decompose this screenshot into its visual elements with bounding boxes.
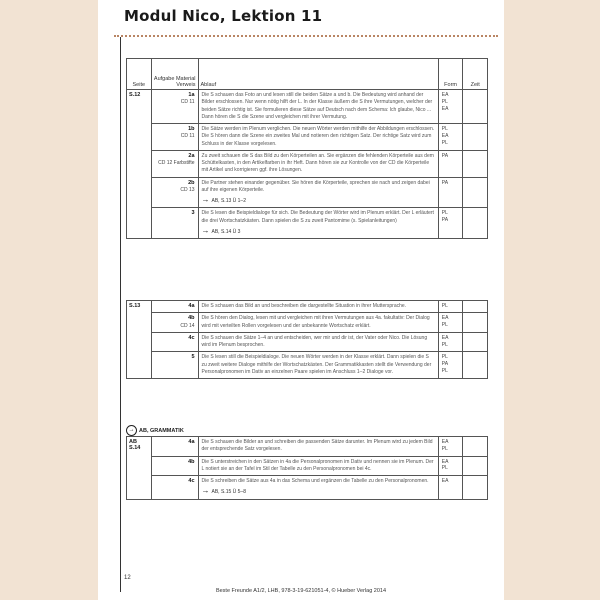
zeit-cell xyxy=(463,177,488,208)
task-number: 4a xyxy=(188,303,195,309)
lesson-table-2 xyxy=(126,300,488,379)
zeit-cell xyxy=(463,150,488,177)
task-number: 2b xyxy=(188,179,195,186)
workbook-ref xyxy=(201,225,435,236)
material-ref: CD 13 xyxy=(180,186,195,193)
form-cell: EA PL xyxy=(438,332,463,352)
table-row xyxy=(127,476,488,500)
aufgabe-cell xyxy=(151,456,198,476)
aufgabe-cell xyxy=(151,437,198,457)
ablauf-text: Die S unterstreichen in den Sätzen in 4a die Personalpronomen im Dativ und nennen sie im Plenum. Der L notiert sie an der Tafel im Stil der Tabelle zu den Personalpronomen bei 4c. xyxy=(201,458,434,472)
zeit-cell xyxy=(463,352,488,379)
ablauf-cell xyxy=(198,124,438,151)
task-number: 2a xyxy=(188,152,195,159)
col-form: Form xyxy=(438,59,463,90)
ablauf-cell xyxy=(198,313,438,333)
section-heading xyxy=(126,425,184,436)
ablauf-cell xyxy=(198,150,438,177)
ablauf-text: Die S lesen still die Beispieldialoge. Die neuen Wörter werden in der Klasse erklärt. Dann spielen die S zu zweit weitere Dialoge mithilfe der Wortschatzkästen. Der Grammatikkasten stellt die Verwendung der Personalpronomen im Dativ an einzelnen Paare spielen im Anschluss 1–2 Dialoge vor. xyxy=(201,354,432,375)
table-row xyxy=(127,177,488,208)
ablauf-cell xyxy=(198,177,438,208)
form-cell: PL xyxy=(438,301,463,313)
form-cell: PL PA PL xyxy=(438,352,463,379)
col-ablauf: Ablauf xyxy=(198,59,438,90)
ablauf-text: Die Sätze werden im Plenum verglichen. Die neuen Wörter werden mithilfe der Abbildungen erschlossen. Die S hören dann die Szene ein zweites Mal und notieren den richtigen Satz. Der richtige Satz wird zum Schluss in der Klasse vorgelesen. xyxy=(201,126,435,147)
workbook-ref-text: AB, S.15 Ü 5–8 xyxy=(211,489,246,496)
ablauf-cell xyxy=(198,476,438,500)
table-row xyxy=(127,332,488,352)
zeit-cell xyxy=(463,313,488,333)
zeit-cell xyxy=(463,332,488,352)
aufgabe-cell xyxy=(151,177,198,208)
material-ref: CD 11 xyxy=(180,133,195,140)
task-number: 4b xyxy=(188,458,195,465)
zeit-cell xyxy=(463,90,488,124)
ablauf-text: Die S lesen die Beispieldialoge für sich. Die Bedeutung der Wörter wird im Plenum erklärt. Der L erläutert die drei Wortschatzkästen. Dann spielen die S zu zweit Pantomime (s. Spielanleitungen) xyxy=(201,210,434,224)
aufgabe-cell xyxy=(151,124,198,151)
table-row xyxy=(127,313,488,333)
aufgabe-cell xyxy=(151,352,198,379)
lesson-table-3 xyxy=(126,436,488,500)
task-number: 4b xyxy=(188,315,195,322)
task-number: 4c xyxy=(188,334,195,341)
aufgabe-cell xyxy=(151,313,198,333)
aufgabe-cell xyxy=(151,208,198,239)
table-row xyxy=(127,437,488,457)
ablauf-text: Die S schauen die Bilder an und schreiben die passenden Sätze darunter. Im Plenum wird zu jedem Bild der entsprechende Satz vorgelesen. xyxy=(201,439,433,453)
table-row xyxy=(127,124,488,151)
footer: Beste Freunde A1/2, LHB, 978-3-19-621051-4, © Hueber Verlag 2014 xyxy=(215,588,387,594)
page-number: 12 xyxy=(124,575,131,581)
task-number: 1b xyxy=(188,126,195,132)
document-page xyxy=(98,0,504,600)
page-title: Modul Nico, Lektion 11 xyxy=(124,7,323,25)
zeit-cell xyxy=(463,124,488,151)
aufgabe-cell xyxy=(151,90,198,124)
table-row xyxy=(127,208,488,239)
material-ref: CD 12 Farbstifte xyxy=(158,160,195,167)
zeit-cell xyxy=(463,476,488,500)
col-zeit: Zeit xyxy=(463,59,488,90)
form-cell: EA PL xyxy=(438,437,463,457)
form-cell: EA PL EA xyxy=(438,90,463,124)
task-number: 1a xyxy=(188,92,195,98)
ablauf-text: Die S schauen die Sätze 1–4 an und entscheiden, wer mir und dir ist, der Vater oder Nico. Die Lösung wird im Plenum besprochen. xyxy=(201,334,428,349)
title-divider xyxy=(114,35,498,37)
col-aufgabe: Aufgabe Material Verweis xyxy=(151,59,198,90)
table-row xyxy=(127,301,488,313)
workbook-ref xyxy=(202,488,435,496)
material-ref: CD 14 xyxy=(180,322,195,329)
seite-cell: S.12 xyxy=(127,90,152,239)
zeit-cell xyxy=(463,456,488,476)
form-cell: EA xyxy=(438,476,463,500)
form-cell: PA xyxy=(438,177,463,208)
form-cell: EA PL xyxy=(438,313,463,333)
material-ref: CD 11 xyxy=(180,99,195,106)
task-number: 5 xyxy=(191,354,195,361)
workbook-ref-text: AB, S.14 Ü 3 xyxy=(211,228,241,235)
task-number: 4a xyxy=(188,439,195,445)
ablauf-cell xyxy=(198,208,438,239)
section-label: AB, GRAMMATIK xyxy=(139,427,184,434)
ablauf-cell xyxy=(198,352,438,379)
ablauf-cell xyxy=(198,90,438,124)
ablauf-text: Die S hören den Dialog, lesen mit und vergleichen mit ihren Vermutungen aus 4a. fakultativ: Der Dialog wird mit verteilten Rollen vorgelesen und der unbekannte Wortschatz erklärt. xyxy=(201,315,430,329)
table-row xyxy=(127,150,488,177)
aufgabe-cell xyxy=(151,301,198,313)
table-header xyxy=(127,59,488,90)
ablauf-text: Zu zweit schauen die S das Bild zu den Körperteilen an. Sie ergänzen die fehlenden Körperteile aus dem Schüttelkasten, in den Artikelfarben in ihr Heft. Dann hören sie zur Kontrolle von der CD die Körperteile mit Artikel und korrigieren ggf. ihre Lösungen. xyxy=(201,152,434,174)
ablauf-cell xyxy=(198,456,438,476)
zeit-cell xyxy=(463,208,488,239)
workbook-ref xyxy=(202,197,435,205)
ablauf-cell xyxy=(198,437,438,457)
ablauf-cell xyxy=(198,301,438,313)
arrow-right-icon: → xyxy=(201,195,210,204)
ablauf-text: Die S schauen das Foto an und lesen still die beiden Sätze a und b. Die Bedeutung wird anhand der Bilder erschlossen. Nur wenn nötig hilft der L. In der Klasse äußern die S ihre Vermutungen, welcher der beiden Sätze richtig ist. Sie formulieren diese Sätze auf Deutsch nach dem Schema: Ich glaube, Nico ... Dann hören die S die Szene und vergleichen mit ihrer Vermutung. xyxy=(201,92,433,120)
lesson-table-1 xyxy=(126,58,488,239)
form-cell: PL EA PL xyxy=(438,124,463,151)
form-cell: EA PL xyxy=(438,456,463,476)
ablauf-cell xyxy=(198,332,438,352)
zeit-cell xyxy=(463,437,488,457)
aufgabe-cell xyxy=(151,150,198,177)
col-seite: Seite xyxy=(127,59,152,90)
margin-line xyxy=(120,37,121,592)
zeit-cell xyxy=(463,301,488,313)
ablauf-text: Die S schauen das Bild an und beschreiben die dargestellte Situation in ihrer Muttersprache. xyxy=(201,303,407,309)
table-row xyxy=(127,352,488,379)
ablauf-text: Die S schreiben die Sätze aus 4a in das Schema und ergänzen die Tabelle zu den Personalpronomen. xyxy=(201,478,429,484)
arrow-circle-icon: → xyxy=(126,425,137,436)
aufgabe-cell xyxy=(151,476,198,500)
task-number: 3 xyxy=(191,210,195,217)
ablauf-text: Die Partner stehen einander gegenüber. Sie hören die Körperteile, sprechen sie nach und zeigen dabei auf ihre eigenen Körperteile. xyxy=(201,179,430,193)
table-row xyxy=(127,456,488,476)
workbook-ref-text: AB, S.13 Ü 1–2 xyxy=(211,198,246,204)
task-number: 4c xyxy=(188,478,195,484)
form-cell: PA xyxy=(438,150,463,177)
aufgabe-cell xyxy=(151,332,198,352)
seite-cell: AB S.14 xyxy=(127,437,152,500)
arrow-right-icon: → xyxy=(201,225,210,235)
form-cell: PL PA xyxy=(438,208,463,239)
arrow-right-icon: → xyxy=(201,486,210,496)
seite-cell: S.13 xyxy=(127,301,152,379)
table-row xyxy=(127,90,488,124)
